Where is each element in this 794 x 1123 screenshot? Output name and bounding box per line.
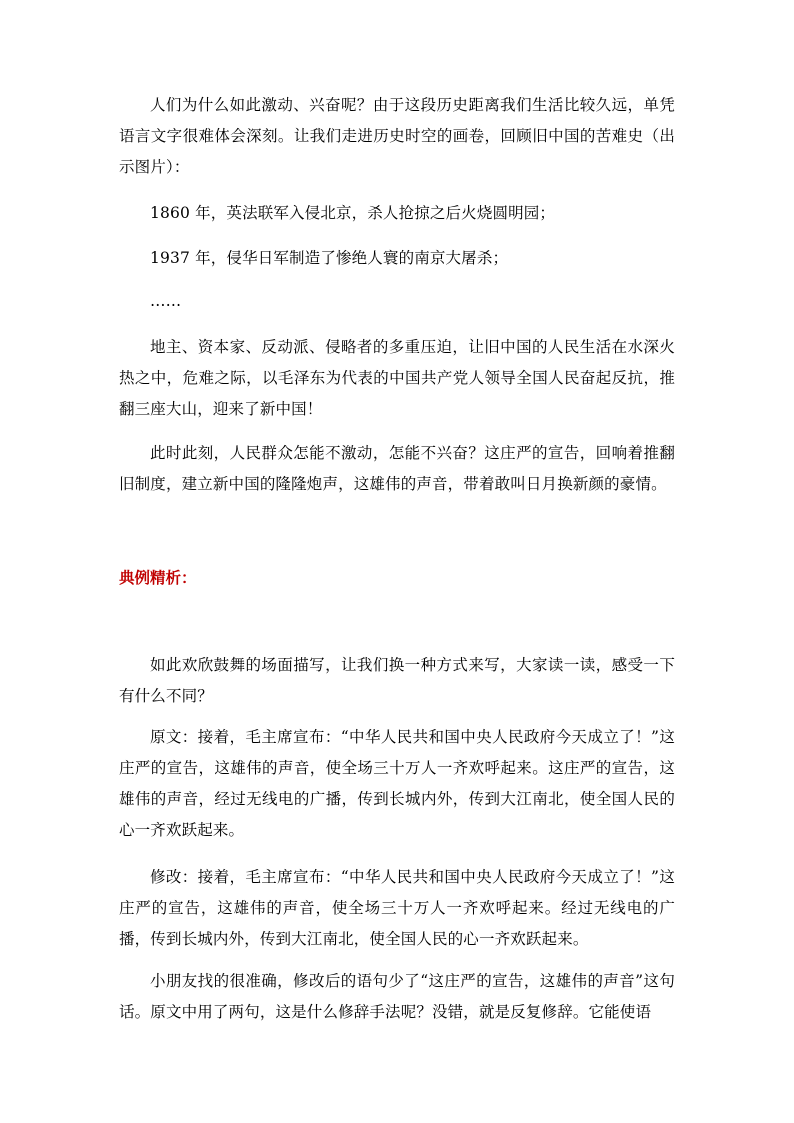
- paragraph-oppression: 地主、资本家、反动派、侵略者的多重压迫，让旧中国的人民生活在水深火热之中，危难之际，以毛泽东为代表的中国共产党人领导全国人民奋起反抗，推翻三座大山，迎来了新中国！: [119, 338, 675, 418]
- paragraph-history-intro: 人们为什么如此激动、兴奋呢？由于这段历史距离我们生活比较久远，单凭语言文字很难体会深刻。让我们走进历史时空的画卷，回顾旧中国的苦难史（出示图片）：: [119, 96, 675, 176]
- paragraph-ellipsis: ……: [150, 292, 182, 310]
- paragraph-1860: 1860 年，英法联军入侵北京，杀人抢掠之后火烧圆明园；: [150, 204, 556, 222]
- paragraph-rewrite-prompt: 如此欢欣鼓舞的场面描写，让我们换一种方式来写，大家读一读，感受一下有什么不同？: [119, 656, 675, 705]
- paragraph-1937: 1937 年，侵华日军制造了惨绝人寰的南京大屠杀；: [150, 249, 509, 267]
- paragraph-original-text: 原文：接着，毛主席宣布：“中华人民共和国中央人民政府今天成立了！”这庄严的宣告，这雄伟的声音，使全场三十万人一齐欢呼起来。这庄严的宣告，这雄伟的声音，经过无线电的广播，传到长城内外，传到大江南北，使全国人民的心一齐欢跃起来。: [119, 728, 675, 839]
- paragraph-modified-text: 修改：接着，毛主席宣布：“中华人民共和国中央人民政府今天成立了！”这庄严的宣告，这雄伟的声音，使全场三十万人一齐欢呼起来。经过无线电的广播，传到长城内外，传到大江南北，使全国人民的心一齐欢跃起来。: [119, 868, 675, 948]
- paragraph-repetition-explanation: 小朋友找的很准确，修改后的语句少了“这庄严的宣告，这雄伟的声音”这句话。原文中用了两句，这是什么修辞手法呢？没错，就是反复修辞。它能使语: [119, 972, 675, 1021]
- paragraph-this-moment: 此时此刻，人民群众怎能不激动，怎能不兴奋？这庄严的宣告，回响着推翻旧制度，建立新中国的隆隆炮声，这雄伟的声音，带着敢叫日月换新颜的豪情。: [119, 444, 675, 493]
- section-heading: 典例精析：: [119, 568, 197, 587]
